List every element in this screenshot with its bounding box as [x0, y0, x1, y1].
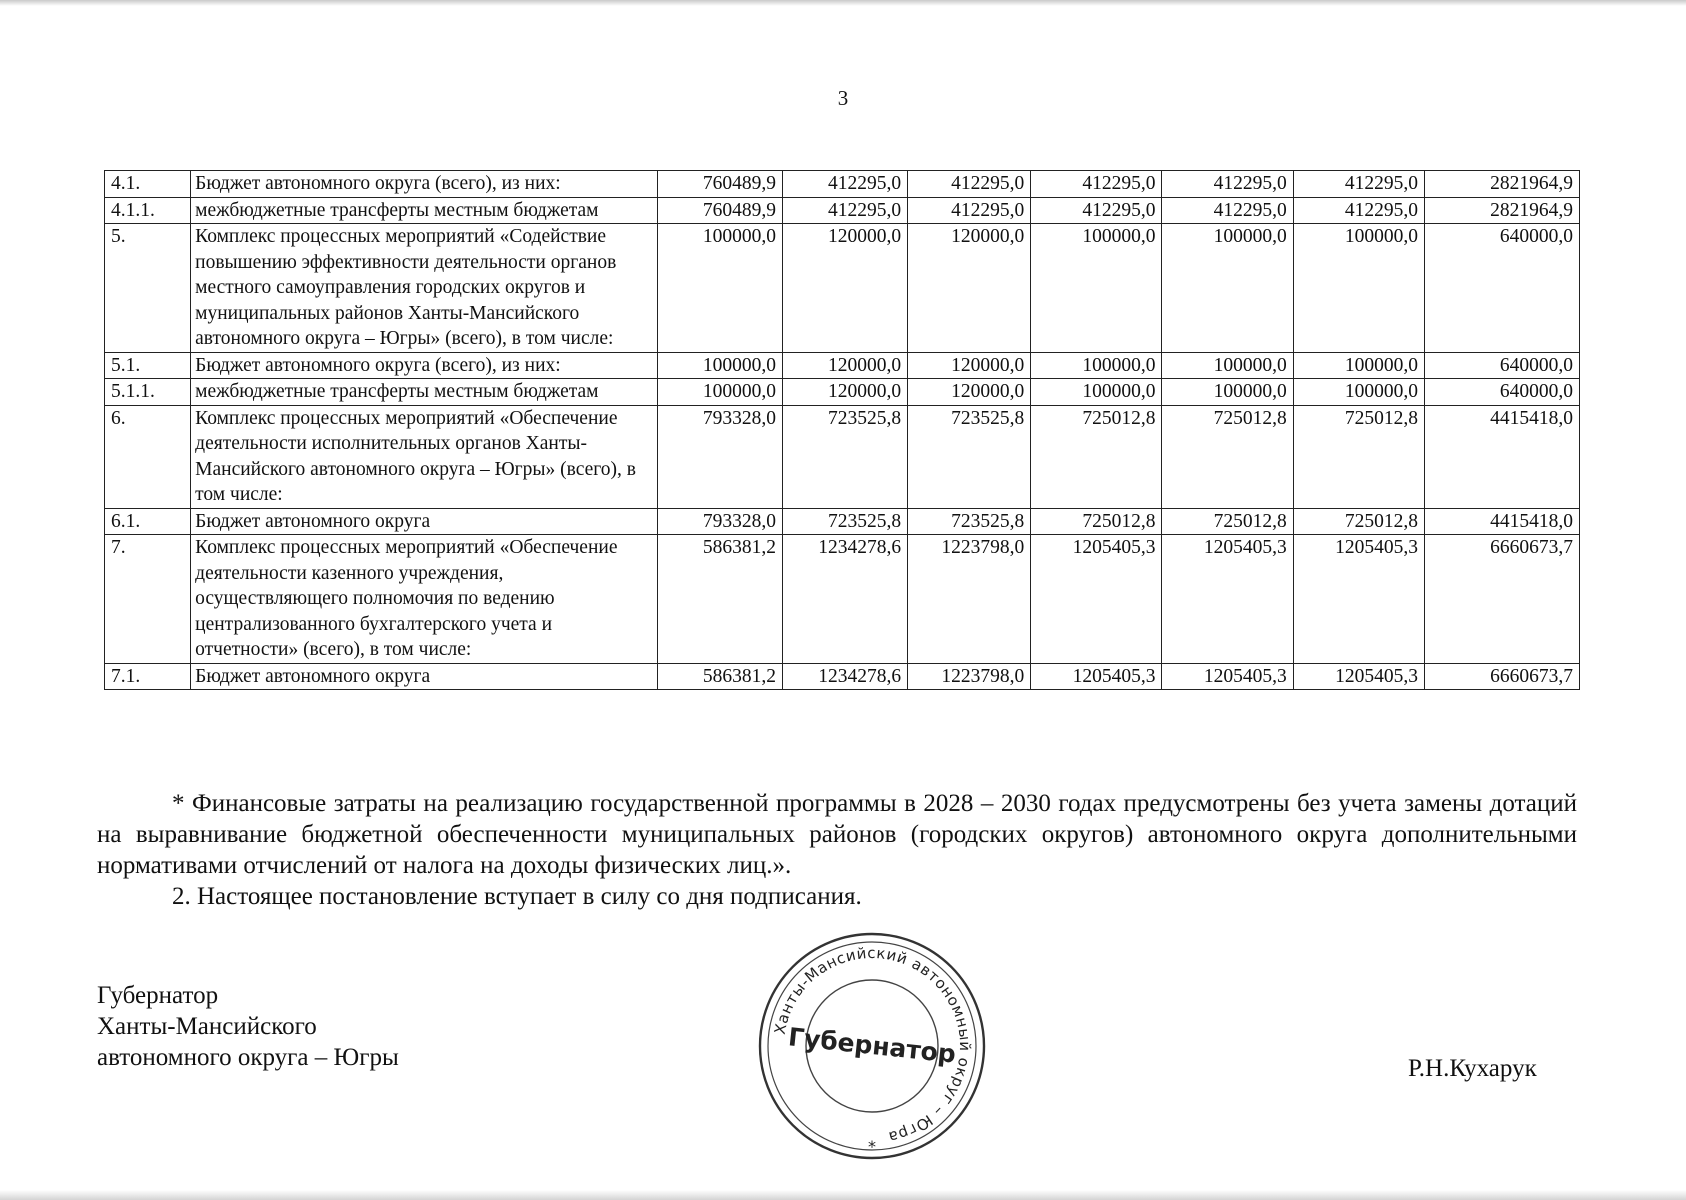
row-number-cell: 5. [105, 224, 191, 353]
table-row [105, 352, 1580, 379]
budget-table-body [105, 171, 1580, 690]
row-name-cell: Бюджет автономного округа (всего), из них: [191, 352, 658, 379]
value-cell: 412295,0 [1031, 171, 1162, 198]
footnote-block [97, 788, 1577, 912]
value-cell: 725012,8 [1031, 405, 1162, 508]
value-cell: 120000,0 [782, 224, 907, 353]
value-cell: 725012,8 [1162, 508, 1293, 535]
value-cell: 100000,0 [1031, 379, 1162, 406]
table-row [105, 535, 1580, 664]
value-cell: 723525,8 [908, 508, 1031, 535]
value-cell: 1205405,3 [1293, 663, 1424, 690]
value-cell: 100000,0 [1162, 352, 1293, 379]
value-cell: 120000,0 [908, 379, 1031, 406]
value-cell: 723525,8 [782, 405, 907, 508]
value-cell: 100000,0 [1293, 224, 1424, 353]
row-number-cell: 6.1. [105, 508, 191, 535]
value-cell: 6660673,7 [1425, 663, 1580, 690]
value-cell: 586381,2 [657, 663, 782, 690]
value-cell: 723525,8 [782, 508, 907, 535]
row-number-cell: 5.1. [105, 352, 191, 379]
table-row [105, 379, 1580, 406]
value-cell: 412295,0 [1293, 197, 1424, 224]
row-name-cell: межбюджетные трансферты местным бюджетам [191, 197, 658, 224]
value-cell: 100000,0 [657, 224, 782, 353]
seal-star: * [868, 1137, 876, 1156]
table-row [105, 663, 1580, 690]
value-cell: 412295,0 [782, 197, 907, 224]
row-name-cell: Комплекс процессных мероприятий «Обеспечение деятельности исполнительных органов Ханты-Мансийского автономного округа – Югры» (всего), в том числе: [191, 405, 658, 508]
scan-edge-bottom [0, 1190, 1686, 1200]
value-cell: 640000,0 [1425, 379, 1580, 406]
signature-block [97, 980, 399, 1073]
budget-table [104, 170, 1580, 690]
signature-title-line-1: Губернатор [97, 982, 219, 1009]
value-cell: 586381,2 [657, 535, 782, 664]
scan-edge-top [0, 0, 1686, 6]
row-name-cell: Комплекс процессных мероприятий «Содействие повышению эффективности деятельности органов местного самоуправления городских округов и муниципальных районов Ханты-Мансийского автономного округа – Югры» (всего), в том числе: [191, 224, 658, 353]
value-cell: 793328,0 [657, 508, 782, 535]
table-row [105, 224, 1580, 353]
value-cell: 120000,0 [782, 379, 907, 406]
signature-title-line-3: автономного округа – Югры [97, 1044, 399, 1071]
value-cell: 1223798,0 [908, 535, 1031, 664]
row-name-cell: Бюджет автономного округа [191, 663, 658, 690]
value-cell: 412295,0 [782, 171, 907, 198]
value-cell: 120000,0 [908, 224, 1031, 353]
value-cell: 640000,0 [1425, 224, 1580, 353]
row-number-cell: 7.1. [105, 663, 191, 690]
table-row [105, 197, 1580, 224]
value-cell: 1223798,0 [908, 663, 1031, 690]
row-name-cell: Бюджет автономного округа [191, 508, 658, 535]
value-cell: 725012,8 [1162, 405, 1293, 508]
value-cell: 1234278,6 [782, 663, 907, 690]
value-cell: 640000,0 [1425, 352, 1580, 379]
value-cell: 1205405,3 [1293, 535, 1424, 664]
value-cell: 1205405,3 [1031, 535, 1162, 664]
row-number-cell: 4.1.1. [105, 197, 191, 224]
signer-name: Р.Н.Кухарук [1408, 1055, 1537, 1082]
value-cell: 1205405,3 [1162, 663, 1293, 690]
value-cell: 120000,0 [908, 352, 1031, 379]
row-number-cell: 7. [105, 535, 191, 664]
value-cell: 100000,0 [657, 352, 782, 379]
row-name-cell: Бюджет автономного округа (всего), из них: [191, 171, 658, 198]
value-cell: 4415418,0 [1425, 508, 1580, 535]
row-name-cell: межбюджетные трансферты местным бюджетам [191, 379, 658, 406]
value-cell: 2821964,9 [1425, 171, 1580, 198]
value-cell: 725012,8 [1293, 508, 1424, 535]
value-cell: 1205405,3 [1031, 663, 1162, 690]
value-cell: 793328,0 [657, 405, 782, 508]
value-cell: 100000,0 [1162, 379, 1293, 406]
value-cell: 6660673,7 [1425, 535, 1580, 664]
value-cell: 725012,8 [1031, 508, 1162, 535]
value-cell: 100000,0 [657, 379, 782, 406]
row-number-cell: 6. [105, 405, 191, 508]
row-number-cell: 4.1. [105, 171, 191, 198]
value-cell: 1205405,3 [1162, 535, 1293, 664]
governor-seal [756, 930, 988, 1162]
value-cell: 100000,0 [1293, 352, 1424, 379]
value-cell: 100000,0 [1162, 224, 1293, 353]
signature-title-line-2: Ханты-Мансийского [97, 1013, 317, 1040]
value-cell: 412295,0 [908, 171, 1031, 198]
value-cell: 2821964,9 [1425, 197, 1580, 224]
value-cell: 412295,0 [1162, 171, 1293, 198]
seal-center-text: Губернатор [786, 1022, 958, 1069]
clause-2-text: 2. Настоящее постановление вступает в силу со дня подписания. [172, 883, 862, 910]
value-cell: 412295,0 [1293, 171, 1424, 198]
value-cell: 4415418,0 [1425, 405, 1580, 508]
value-cell: 1234278,6 [782, 535, 907, 664]
value-cell: 120000,0 [782, 352, 907, 379]
value-cell: 100000,0 [1031, 224, 1162, 353]
row-name-cell: Комплекс процессных мероприятий «Обеспечение деятельности казенного учреждения, осуществляющего полномочия по ведению централизованного бухгалтерского учета и отчетности» (всего), в том числе: [191, 535, 658, 664]
footnote-text: * Финансовые затраты на реализацию государственной программы в 2028 – 2030 годах предусмотрены без учета замены дотаций на выравнивание бюджетной обеспеченности муниципальных районов (городских округов) автономного округа дополнительными нормативами отчислений от налога на доходы физических лиц.». [97, 790, 1577, 879]
table-row [105, 508, 1580, 535]
value-cell: 100000,0 [1031, 352, 1162, 379]
value-cell: 412295,0 [1162, 197, 1293, 224]
value-cell: 725012,8 [1293, 405, 1424, 508]
value-cell: 412295,0 [908, 197, 1031, 224]
value-cell: 100000,0 [1293, 379, 1424, 406]
value-cell: 412295,0 [1031, 197, 1162, 224]
seal-ring-text: Ханты-Мансийский автономный округ – Югра [770, 943, 975, 1147]
value-cell: 760489,9 [657, 171, 782, 198]
row-number-cell: 5.1.1. [105, 379, 191, 406]
value-cell: 760489,9 [657, 197, 782, 224]
value-cell: 723525,8 [908, 405, 1031, 508]
table-row [105, 171, 1580, 198]
table-row [105, 405, 1580, 508]
page-number: 3 [837, 86, 849, 110]
